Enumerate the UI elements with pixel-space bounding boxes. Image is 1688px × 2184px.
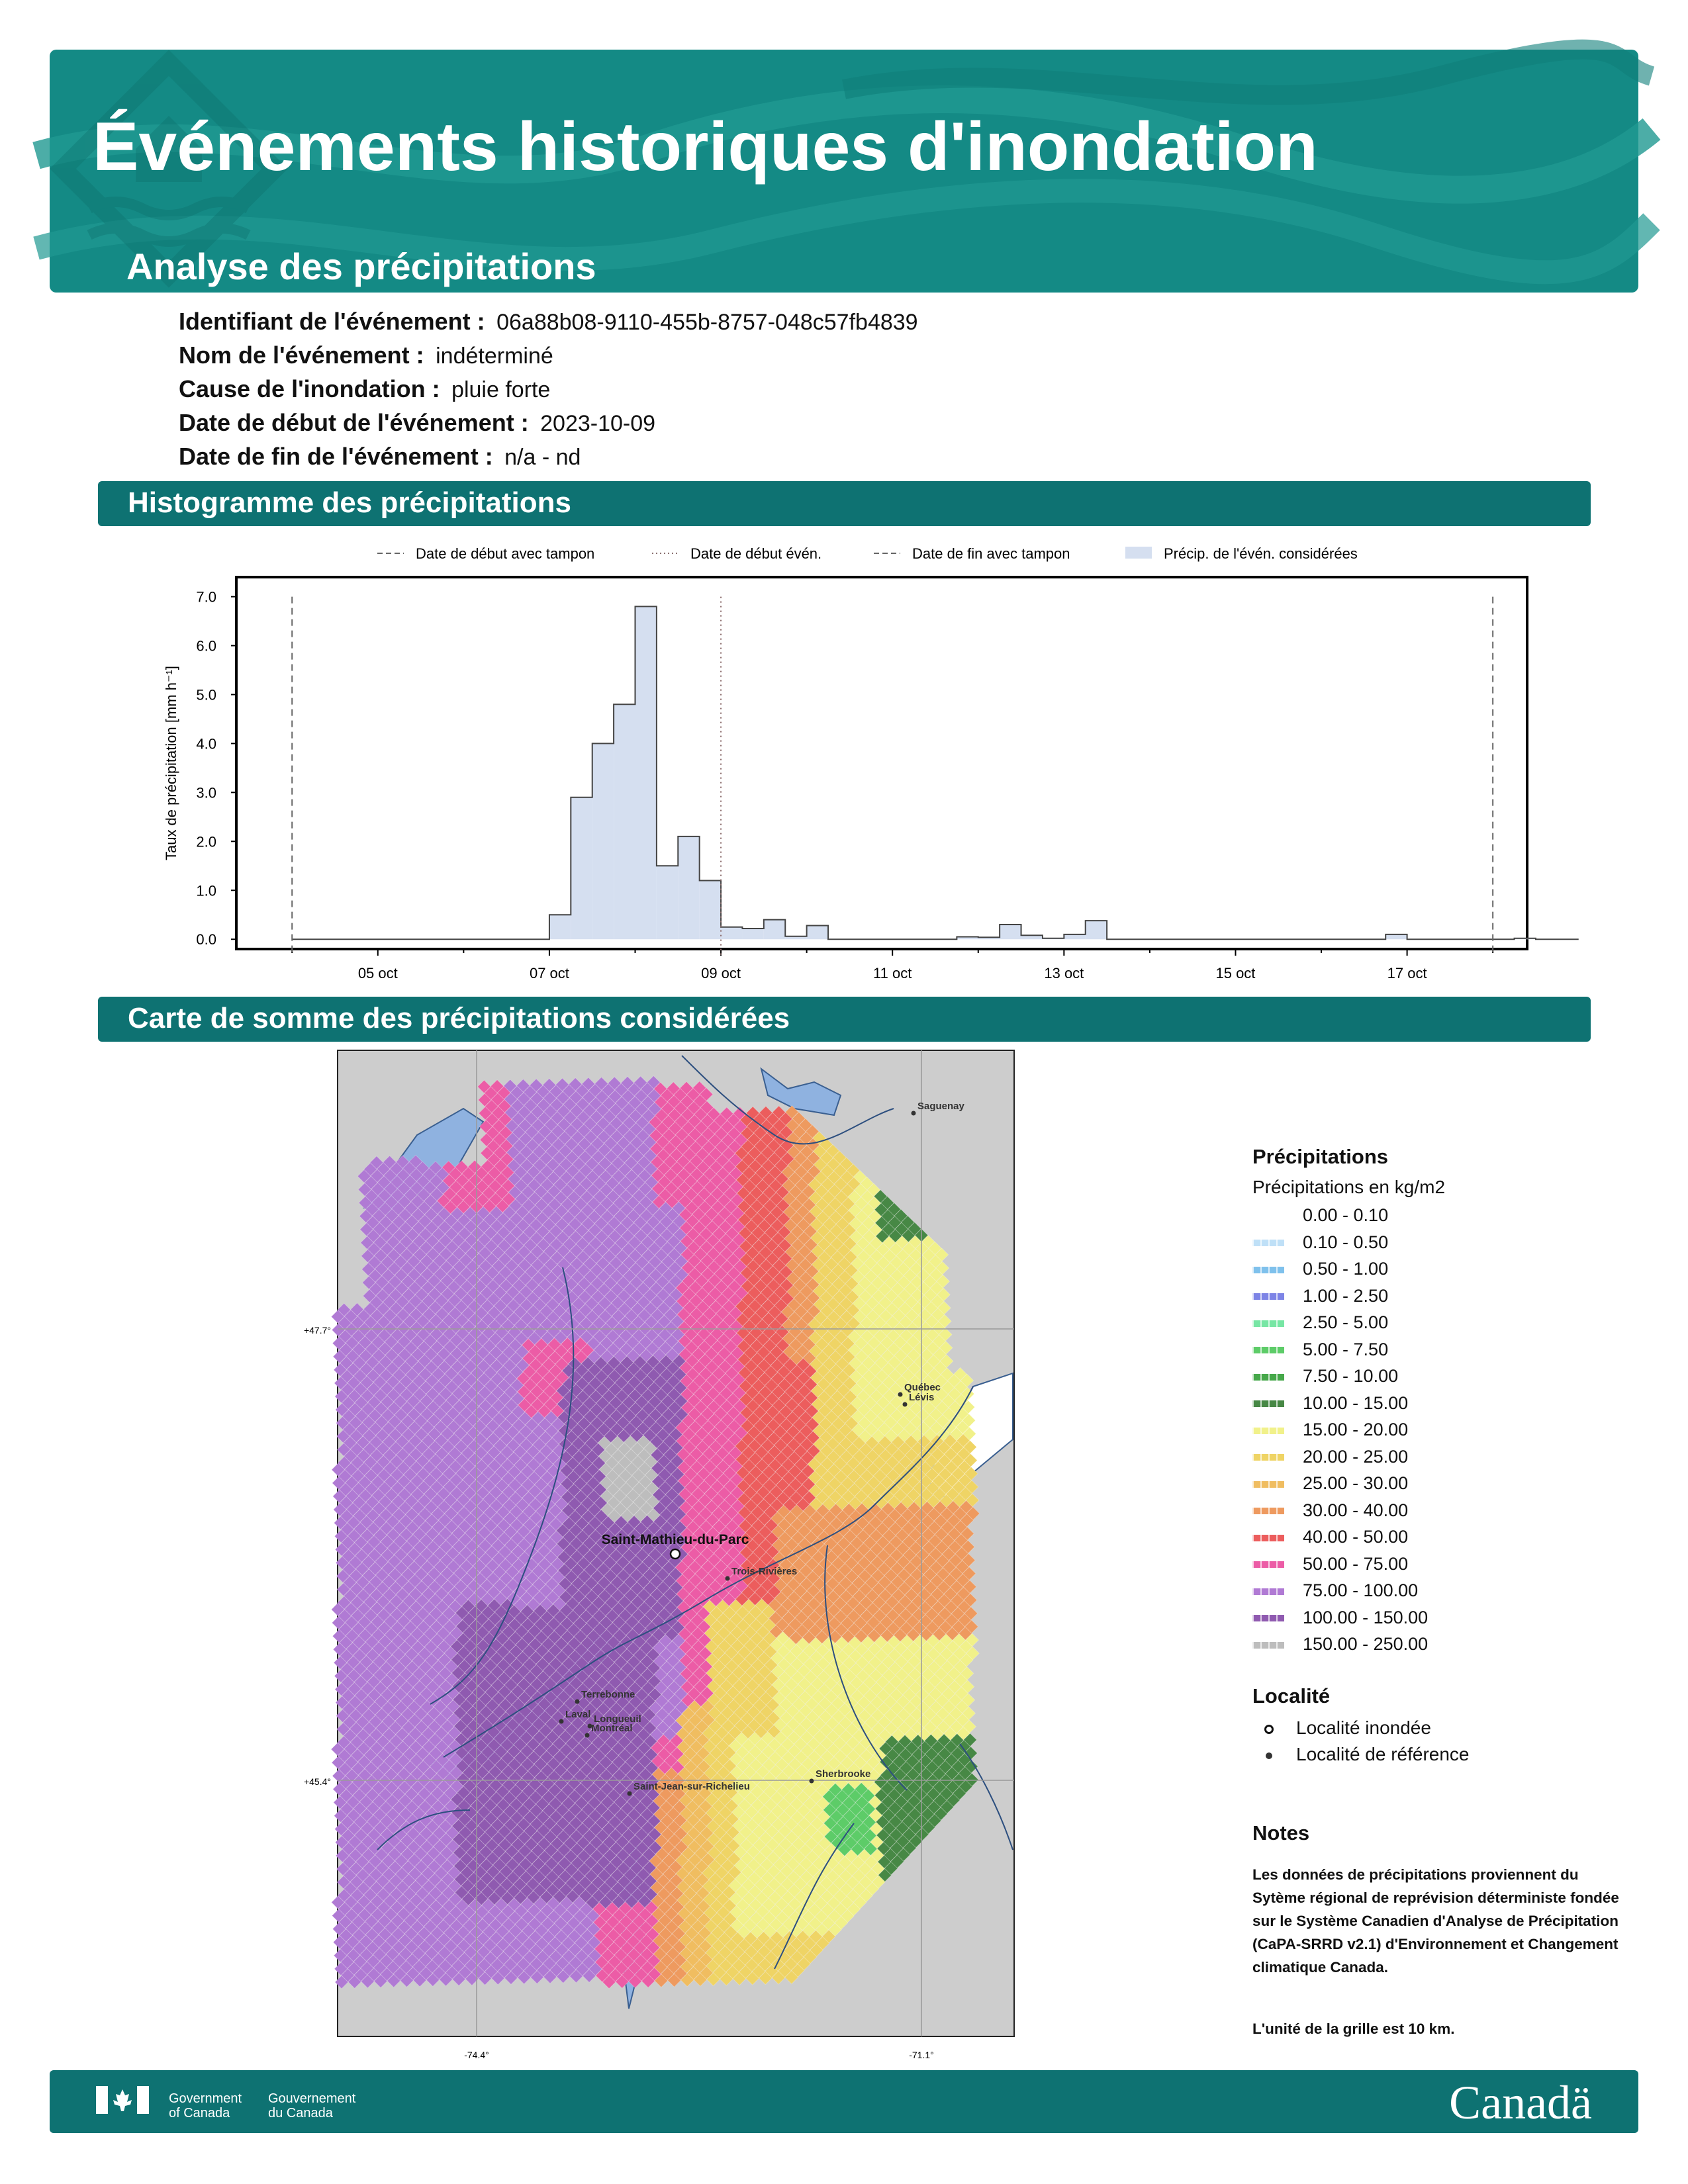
legend-label: Date de fin avec tampon (912, 545, 1070, 562)
legend-label: Date de début avec tampon (416, 545, 595, 562)
event-start-label: Date de début de l'événement : (179, 409, 529, 436)
precip-bar (700, 880, 721, 939)
precip-bar (1385, 934, 1407, 939)
precip-bar (571, 797, 592, 939)
y-tick-label: 3.0 (196, 784, 216, 801)
precip-bar (635, 606, 656, 939)
event-name-value: indéterminé (436, 343, 553, 369)
chart-legend (377, 545, 1358, 562)
event-cause-value: pluie forte (451, 377, 551, 402)
page-title: Événements historiques d'inondation (93, 109, 1318, 185)
precip-bar (592, 743, 614, 939)
precip-bar (764, 920, 785, 940)
precip-bar (742, 929, 763, 939)
precip-bar (549, 915, 571, 939)
x-tick-label: 11 oct (873, 965, 912, 981)
event-start-row (179, 406, 918, 439)
x-tick-label: 17 oct (1387, 965, 1427, 981)
legend-label: Date de début évén. (690, 545, 822, 562)
event-id-label: Identifiant de l'événement : (179, 308, 485, 335)
x-tick-label: 15 oct (1215, 965, 1256, 981)
legend-label: Précip. de l'évén. considérées (1164, 545, 1358, 562)
event-end-label: Date de fin de l'événement : (179, 443, 493, 470)
event-end-value: n/a - nd (504, 445, 581, 470)
event-info (179, 304, 918, 473)
precip-bar (807, 926, 828, 940)
precip-bar (657, 866, 678, 939)
x-tick-label: 09 oct (701, 965, 741, 981)
y-tick-label: 7.0 (196, 588, 216, 606)
precip-bar (1064, 934, 1085, 939)
chart-legend-item (652, 545, 821, 562)
precip-map (303, 1042, 1039, 2068)
y-tick-label: 6.0 (196, 637, 216, 655)
chart-legend-item (874, 545, 1070, 562)
precip-bar (678, 837, 699, 939)
x-tick-label: 05 oct (357, 965, 398, 981)
x-tick-label: 07 oct (529, 965, 569, 981)
y-axis-label: Taux de précipitation [mm h⁻¹] (163, 665, 179, 861)
y-tick-label: 0.0 (196, 931, 216, 948)
plot-frame (236, 577, 1527, 949)
precip-bar (1000, 925, 1021, 939)
map-section-title: Carte de somme des précipitations considérées (98, 997, 1591, 1042)
event-end-row (179, 439, 918, 473)
event-cause-label: Cause de l'inondation : (179, 375, 440, 402)
page-subtitle: Analyse des précipitations (126, 246, 596, 287)
event-id-row (179, 304, 918, 338)
event-name-label: Nom de l'événement : (179, 341, 424, 369)
y-axis (196, 589, 236, 948)
chart-legend-item (1125, 545, 1358, 562)
legend-patch (1125, 547, 1152, 559)
x-tick-label: 13 oct (1044, 965, 1084, 981)
event-id-value: 06a88b08-9110-455b-8757-048c57fb4839 (496, 310, 918, 335)
precip-bar (614, 704, 635, 939)
histogram-section-title: Histogramme des précipitations (98, 481, 1591, 526)
precip-bar (721, 927, 742, 939)
chart-legend-item (377, 545, 594, 562)
y-tick-label: 5.0 (196, 686, 216, 704)
precip-histogram (0, 529, 1688, 1039)
x-axis (292, 949, 1493, 981)
y-tick-label: 4.0 (196, 735, 216, 752)
event-name-row (179, 338, 918, 372)
header-banner (50, 50, 1638, 293)
event-cause-row (179, 372, 918, 406)
y-tick-label: 2.0 (196, 833, 216, 850)
precip-bar (1086, 921, 1107, 939)
y-tick-label: 1.0 (196, 882, 216, 899)
event-start-value: 2023-10-09 (540, 411, 656, 436)
